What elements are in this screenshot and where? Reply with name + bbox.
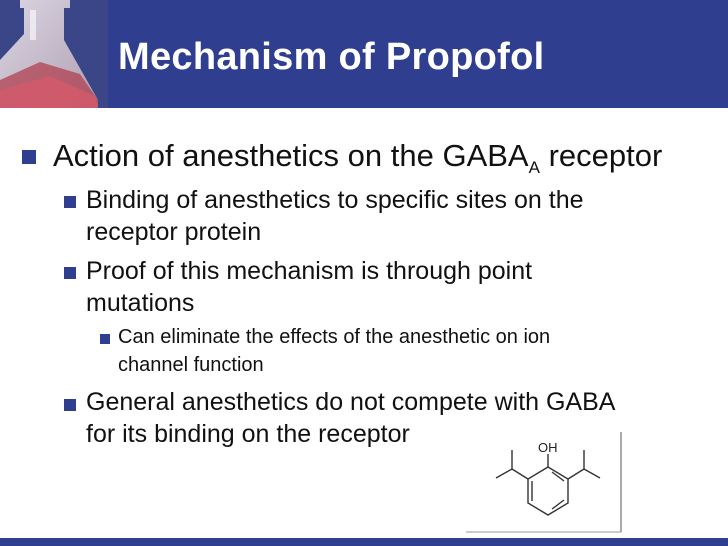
slide-title: Mechanism of Propofol xyxy=(118,36,545,78)
title-banner xyxy=(0,0,728,108)
subscript-a: A xyxy=(528,158,540,178)
bullet-text: Action of anesthetics on the GABA xyxy=(53,138,529,173)
oh-label: OH xyxy=(538,440,558,455)
bullet-eliminate-line2: channel function xyxy=(118,354,264,376)
bullet-marker xyxy=(64,196,76,208)
bullet-binding-line2: receptor protein xyxy=(86,218,262,246)
bullet-proof-line1: Proof of this mechanism is through point xyxy=(86,257,533,285)
bullet-binding-line1: Binding of anesthetics to specific sites on the xyxy=(86,186,584,214)
bottom-bar xyxy=(0,538,728,546)
flask-icon xyxy=(0,0,108,108)
bullet-compete-line2: for its binding on the receptor xyxy=(86,420,410,448)
bullet-compete-line1: General anesthetics do not compete with GABA xyxy=(86,388,616,416)
bullet-marker xyxy=(64,267,76,279)
bullet-eliminate-line1: Can eliminate the effects of the anesthetic on ion xyxy=(118,326,551,348)
bullet-marker xyxy=(64,399,76,411)
bullet-marker xyxy=(100,334,110,344)
bullet-text-tail: receptor xyxy=(539,138,663,173)
bullet-proof-line2: mutations xyxy=(86,289,195,317)
bullet-marker xyxy=(22,150,36,164)
bullet-gaba-receptor xyxy=(53,138,662,178)
propofol-structure xyxy=(466,432,622,534)
